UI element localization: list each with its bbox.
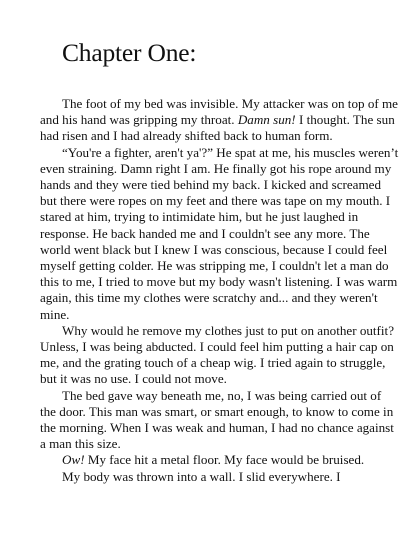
body-paragraph xyxy=(40,452,400,468)
body-paragraph xyxy=(40,323,400,388)
text-run: “You're a fighter, aren't ya'?” He spat at me, his muscles weren’t even straining. Damn right I am. He finally got his rope around my hands and they were tied behind my back. I kicked and screamed but there were ropes on my feet and there was tape on my mouth. I stared at him, trying to intimidate him, but he just laughed in response. He back handed me and I couldn't see any more. The world went black but I knew I was conscious, because I could feel myself getting colder. He was stripping me, I couldn't let a man do this to me, I tried to move but my body wasn't listening. I was warm again, this time my clothes were scratchy and... and they weren't mine. xyxy=(40,144,399,322)
text-run: I thought. The sun had risen and I had already shifted back to human form. xyxy=(40,112,395,144)
body-paragraph xyxy=(40,388,400,453)
text-run: The foot of my bed was invisible. My attacker was on top of me and his hand was gripping my throat. xyxy=(40,96,398,128)
body-paragraph xyxy=(40,469,400,485)
text-run: Why would he remove my clothes just to put on another outfit? Unless, I was being abducted. I could feel him putting a hair cap on me, and the grating touch of a cheap wig. I tried again to struggle, but it was no use. I could not move. xyxy=(40,322,395,387)
body-paragraph xyxy=(40,145,400,323)
text-run: The bed gave way beneath me, no, I was being carried out of the door. This man was smart, or smart enough, to know to come in the morning. When I was weak and human, I had no chance against a man this size. xyxy=(40,387,394,452)
italic-text-run: Damn sun! xyxy=(237,112,296,128)
text-run: My body was thrown into a wall. I slid everywhere. I xyxy=(62,468,341,484)
italic-text-run: Ow! xyxy=(62,452,85,468)
text-run: My face hit a metal floor. My face would be bruised. xyxy=(84,452,365,468)
chapter-title: Chapter One: xyxy=(62,38,197,67)
chapter-body xyxy=(40,96,400,485)
body-paragraph xyxy=(40,96,400,145)
